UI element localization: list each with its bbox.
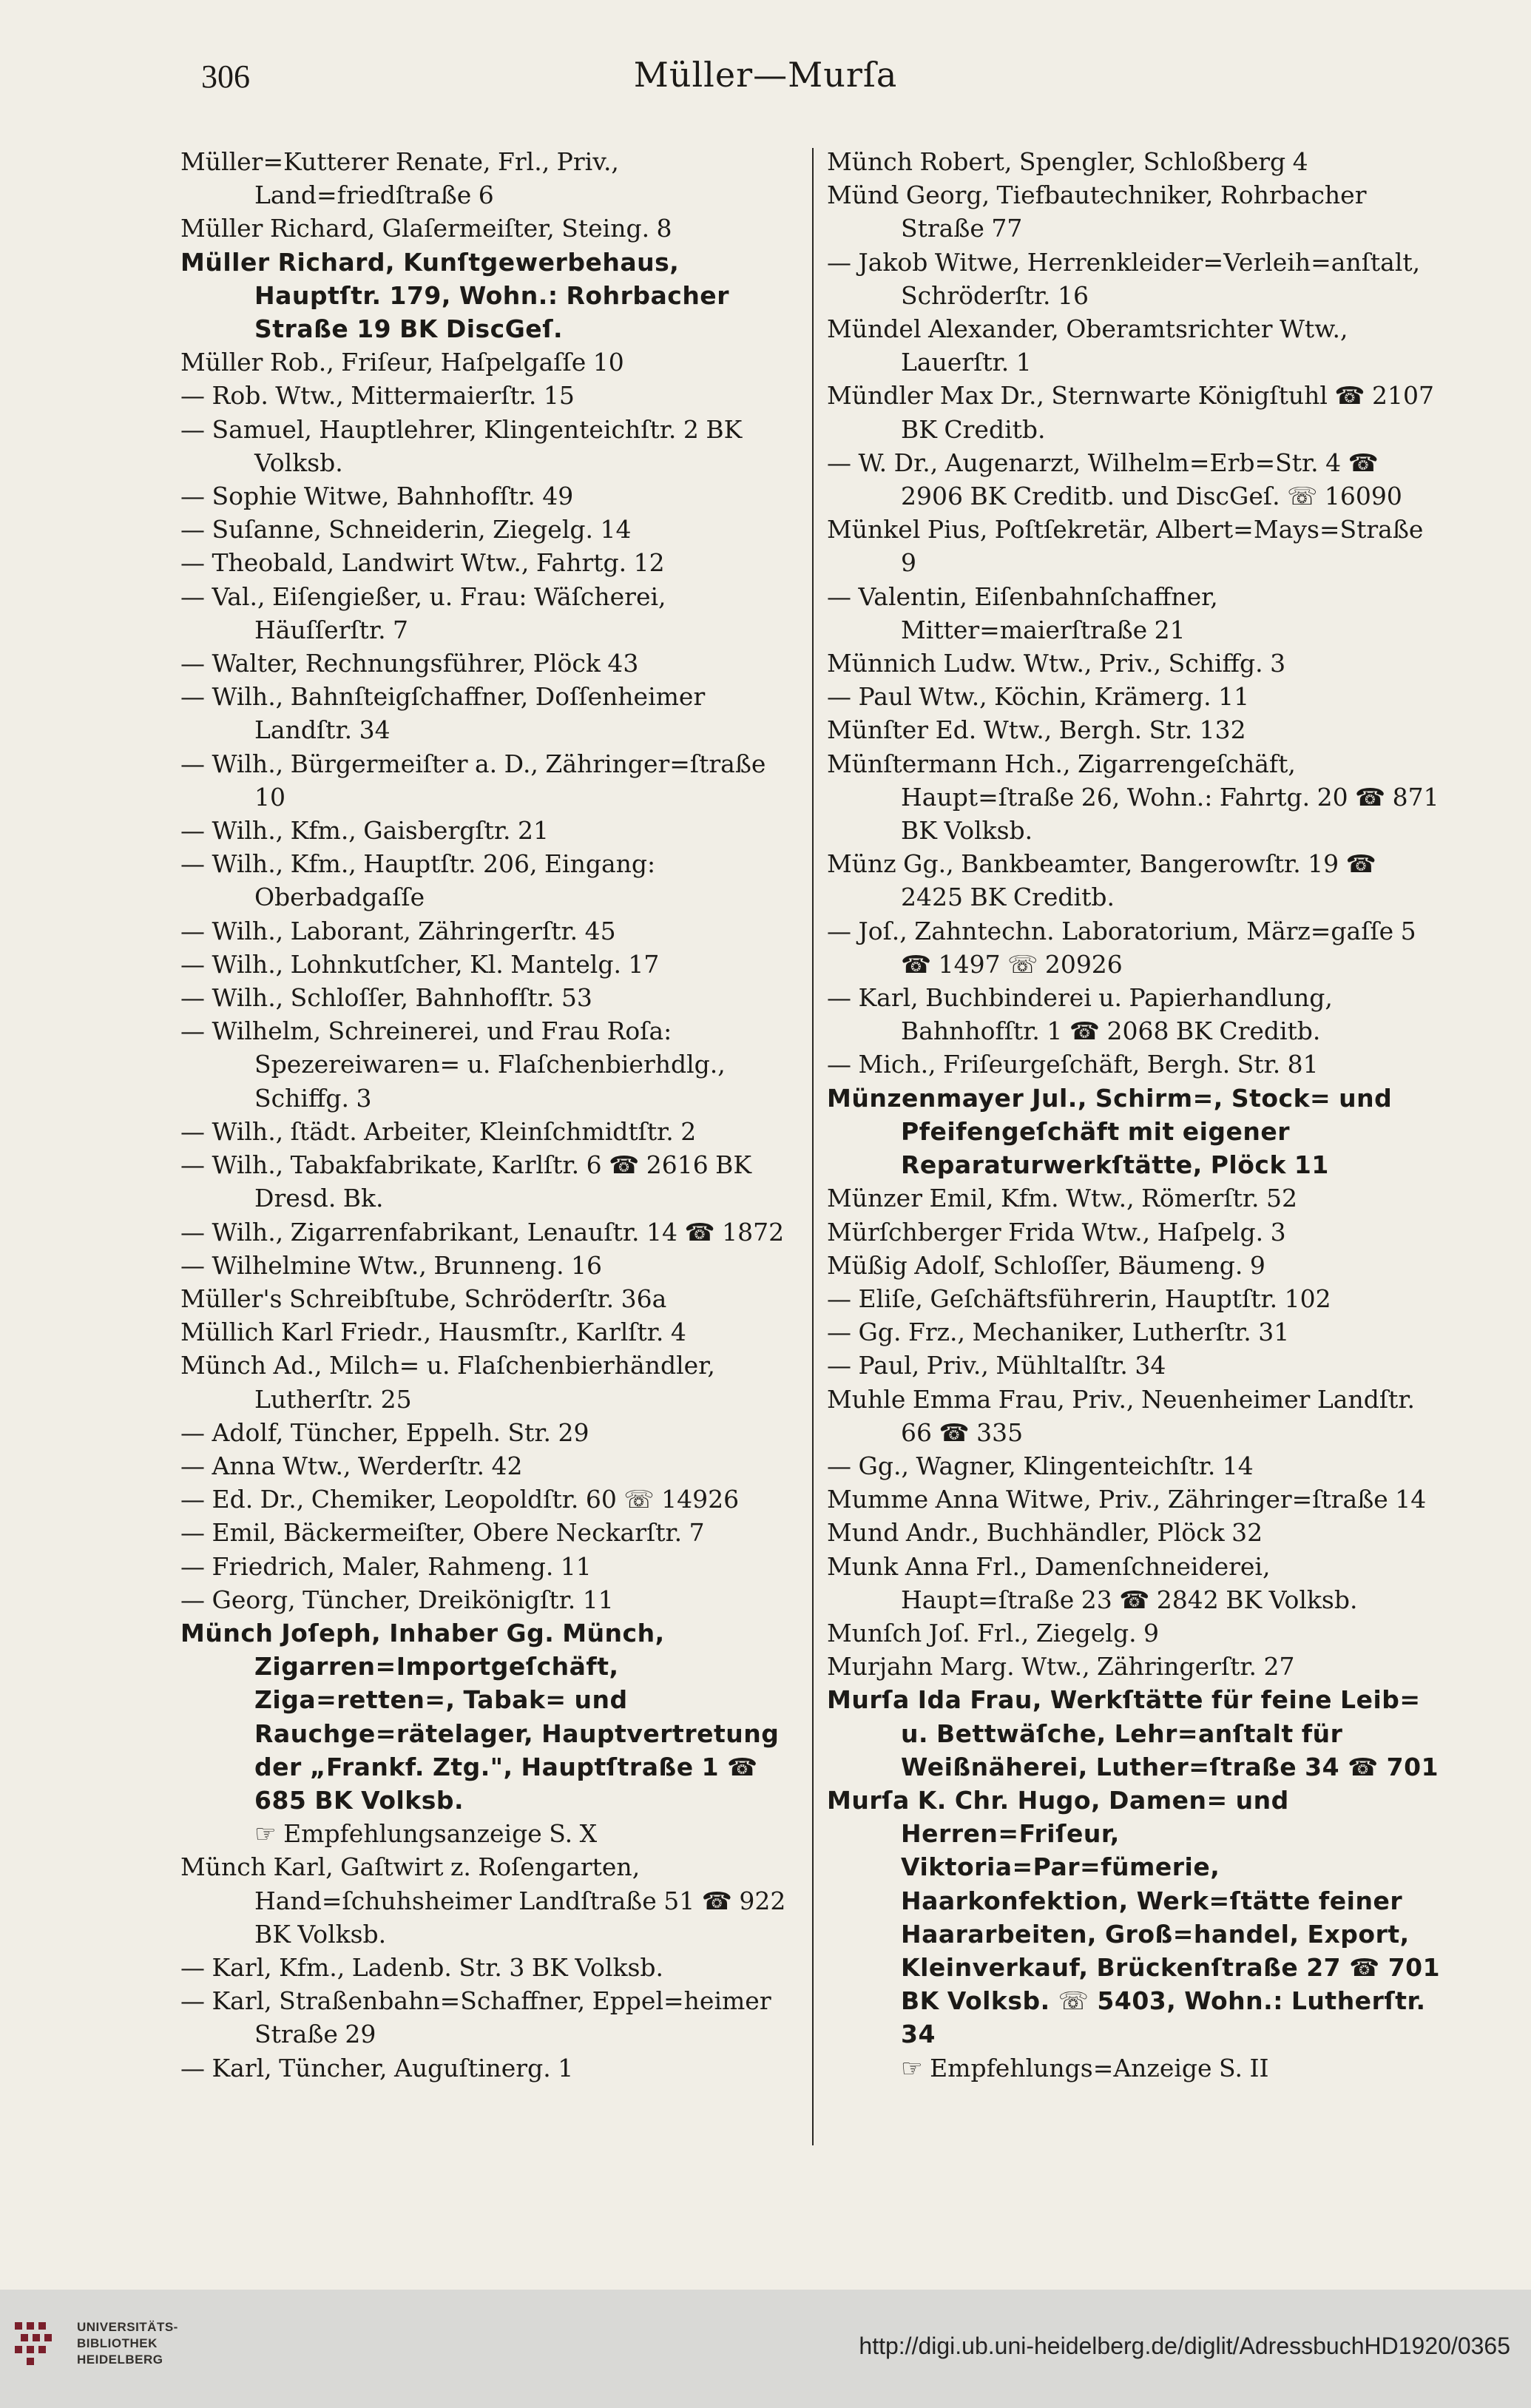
directory-entry: Münch Ad., Milch= u. Flaſchenbierhändler, Lutherſtr. 25 bbox=[180, 1351, 715, 1414]
directory-entry: — Mich., Friſeurgeſchäft, Bergh. Str. 81 bbox=[827, 1050, 1319, 1079]
directory-entry: — Sophie Witwe, Bahnhofſtr. 49 bbox=[180, 482, 574, 511]
directory-entry: — Samuel, Hauptlehrer, Klingenteichſtr. 2 BK Volksb. bbox=[180, 414, 743, 477]
directory-entry: Müßig Adolf, Schloſſer, Bäumeng. 9 bbox=[827, 1250, 1265, 1280]
directory-entry: — Valentin, Eiſenbahnſchaffner, Mitter=maierſtraße 21 bbox=[827, 581, 1218, 644]
directory-entry: — Wilh., Tabakfabrikate, Karlſtr. 6 ☎ 2616 BK Dresd. Bk. bbox=[180, 1150, 752, 1213]
library-logo-icon bbox=[10, 2318, 62, 2370]
directory-entry: — Wilhelmine Wtw., Brunneng. 16 bbox=[180, 1250, 603, 1280]
left-column bbox=[180, 145, 794, 2085]
directory-entry: Murſa Ida Frau, Werkſtätte für feine Leib= u. Bettwäſche, Lehr=anſtalt für Weißnäherei, Luther=ſtraße 34 ☎ 701 bbox=[827, 1685, 1439, 1781]
directory-entry: — Karl, Tüncher, Auguſtinerg. 1 bbox=[180, 2053, 574, 2082]
directory-entry: Münzenmayer Jul., Schirm=, Stock= und Pfeifengeſchäft mit eigener Reparaturwerkſtätte, Plöck 11 bbox=[827, 1083, 1393, 1180]
directory-entry: Murjahn Marg. Wtw., Zähringerſtr. 27 bbox=[827, 1652, 1295, 1682]
directory-entry: — Friedrich, Maler, Rahmeng. 11 bbox=[180, 1551, 592, 1581]
directory-entry: — Wilhelm, Schreinerei, und Frau Roſa: Spezereiwaren= u. Flaſchenbierhdlg., Schiffg. 3 bbox=[180, 1016, 726, 1113]
cross-reference-note: ☞ Empfehlungsanzeige S. X bbox=[254, 1819, 598, 1849]
directory-entry: — Wilh., Zigarrenfabrikant, Lenauſtr. 14 ☎ 1872 bbox=[180, 1217, 785, 1247]
directory-entry: Muhle Emma Frau, Priv., Neuenheimer Landſtr. 66 ☎ 335 bbox=[827, 1384, 1415, 1447]
directory-entry: — Jakob Witwe, Herrenkleider=Verleih=anſtalt, Schröderſtr. 16 bbox=[827, 247, 1421, 310]
directory-entry: — Wilh., Kfm., Gaisbergſtr. 21 bbox=[180, 816, 549, 846]
directory-entry: Münz Gg., Bankbeamter, Bangerowſtr. 19 ☎ 2425 BK Creditb. bbox=[827, 849, 1376, 912]
directory-entry: — Emil, Bäckermeiſter, Obere Neckarſtr. 7 bbox=[180, 1518, 705, 1548]
directory-entry: Münzer Emil, Kfm. Wtw., Römerſtr. 52 bbox=[827, 1184, 1297, 1213]
directory-entry: — Walter, Rechnungsführer, Plöck 43 bbox=[180, 649, 639, 678]
directory-entry: — Suſanne, Schneiderin, Ziegelg. 14 bbox=[180, 515, 632, 544]
library-name-line: HEIDELBERG bbox=[77, 2353, 163, 2367]
directory-entry: Münſtermann Hch., Zigarrengeſchäft, Haupt=ſtraße 26, Wohn.: Fahrtg. 20 ☎ 871 BK Volksb. bbox=[827, 749, 1439, 846]
directory-entry: — Karl, Buchbinderei u. Papierhandlung, Bahnhofſtr. 1 ☎ 2068 BK Creditb. bbox=[827, 983, 1333, 1046]
directory-entry: — Wilh., Schloſſer, Bahnhofſtr. 53 bbox=[180, 983, 592, 1013]
directory-entry: Münnich Ludw. Wtw., Priv., Schiffg. 3 bbox=[827, 649, 1286, 678]
library-name bbox=[77, 2319, 240, 2368]
page-header bbox=[0, 52, 1531, 111]
cross-reference-note: ☞ Empfehlungs=Anzeige S. II bbox=[901, 2053, 1269, 2082]
directory-entry: — Wilh., ſtädt. Arbeiter, Kleinſchmidtſtr. 2 bbox=[180, 1116, 697, 1146]
directory-entry: — Wilh., Bahnſteigſchaffner, Doſſenheimer Landſtr. 34 bbox=[180, 682, 706, 745]
directory-entry: Müller=Kutterer Renate, Frl., Priv., Land=friedſtraße 6 bbox=[180, 147, 619, 210]
directory-entry: — Wilh., Lohnkutſcher, Kl. Mantelg. 17 bbox=[180, 949, 660, 979]
directory-entry: — Wilh., Kfm., Hauptſtr. 206, Eingang: Oberbadgaſſe bbox=[180, 849, 656, 912]
right-column bbox=[827, 145, 1441, 2085]
directory-entry: — Adolf, Tüncher, Eppelh. Str. 29 bbox=[180, 1417, 589, 1447]
directory-entry: — Wilh., Laborant, Zähringerſtr. 45 bbox=[180, 916, 616, 945]
directory-entry: Müller Rob., Friſeur, Haſpelgaſſe 10 bbox=[180, 348, 624, 377]
directory-entry: — Paul Wtw., Köchin, Krämerg. 11 bbox=[827, 682, 1250, 712]
directory-entry: Mündler Max Dr., Sternwarte Königſtuhl ☎ 2107 BK Creditb. bbox=[827, 381, 1434, 444]
directory-entry: — Gg., Wagner, Klingenteichſtr. 14 bbox=[827, 1451, 1254, 1480]
directory-entry: — Karl, Kfm., Ladenb. Str. 3 BK Volksb. bbox=[180, 1952, 663, 1982]
directory-entry: — Ed. Dr., Chemiker, Leopoldſtr. 60 ☏ 14926 bbox=[180, 1485, 740, 1514]
directory-entry: Munſch Joſ. Frl., Ziegelg. 9 bbox=[827, 1618, 1160, 1648]
column-divider bbox=[812, 148, 814, 2145]
directory-entry: — Eliſe, Geſchäftsführerin, Hauptſtr. 102 bbox=[827, 1284, 1331, 1313]
directory-entry: — Wilh., Bürgermeiſter a. D., Zähringer=ſtraße 10 bbox=[180, 749, 766, 812]
directory-entry: — Anna Wtw., Werderſtr. 42 bbox=[180, 1451, 523, 1480]
directory-entry: Müller Richard, Kunſtgewerbehaus, Hauptſtr. 179, Wohn.: Rohrbacher Straße 19 BK DiscGeſ. bbox=[180, 247, 729, 344]
directory-entry: — Theobald, Landwirt Wtw., Fahrtg. 12 bbox=[180, 548, 665, 578]
directory-entry: Müllich Karl Friedr., Hausmſtr., Karlſtr. 4 bbox=[180, 1318, 686, 1347]
directory-entry: Mund Andr., Buchhändler, Plöck 32 bbox=[827, 1518, 1263, 1548]
directory-entry: Müller Richard, Glaſermeiſter, Steing. 8 bbox=[180, 214, 672, 243]
directory-entry: Münkel Pius, Poſtſekretär, Albert=Mays=Straße 9 bbox=[827, 515, 1424, 578]
directory-entry: Münch Joſeph, Inhaber Gg. Münch, Zigarren=Importgeſchäft, Ziga=retten=, Tabak= und Rauchge=rätelager, Hauptvertretung der „Frankf. Ztg.", Hauptſtraße 1 ☎ 685 BK Volksb. bbox=[180, 1618, 780, 1815]
library-name-line: BIBLIOTHEK bbox=[77, 2336, 158, 2350]
directory-entry: Mürſchberger Frida Wtw., Haſpelg. 3 bbox=[827, 1217, 1286, 1247]
directory-entry: — Joſ., Zahntechn. Laboratorium, März=gaſſe 5 ☎ 1497 ☏ 20926 bbox=[827, 916, 1416, 979]
directory-entry: Mumme Anna Witwe, Priv., Zähringer=ſtraße 14 bbox=[827, 1485, 1427, 1514]
footer-bar bbox=[0, 2290, 1531, 2408]
library-name-line: UNIVERSITÄTS- bbox=[77, 2320, 178, 2334]
directory-entry: Müller's Schreibſtube, Schröderſtr. 36a bbox=[180, 1284, 667, 1313]
directory-entry: Münch Robert, Spengler, Schloßberg 4 bbox=[827, 147, 1308, 176]
directory-entry: Münch Karl, Gaſtwirt z. Roſengarten, Hand=ſchuhsheimer Landſtraße 51 ☎ 922 BK Volksb. bbox=[180, 1852, 786, 1949]
directory-entry: Munk Anna Frl., Damenſchneiderei, Haupt=ſtraße 23 ☎ 2842 BK Volksb. bbox=[827, 1551, 1358, 1614]
directory-entry: — Gg. Frz., Mechaniker, Lutherſtr. 31 bbox=[827, 1318, 1290, 1347]
directory-entry: — Rob. Wtw., Mittermaierſtr. 15 bbox=[180, 381, 575, 411]
directory-entry: — Val., Eiſengießer, u. Frau: Wäſcherei, Häuſſerſtr. 7 bbox=[180, 581, 666, 644]
directory-entry: — W. Dr., Augenarzt, Wilhelm=Erb=Str. 4 ☎ 2906 BK Creditb. und DiscGeſ. ☏ 16090 bbox=[827, 448, 1402, 511]
page-number: 306 bbox=[201, 58, 250, 95]
source-url-link[interactable]: http://digi.ub.uni-heidelberg.de/diglit/AdressbuchHD1920/0365 bbox=[859, 2333, 1510, 2359]
directory-entry: — Paul, Priv., Mühltalſtr. 34 bbox=[827, 1351, 1166, 1380]
directory-entry: Münſter Ed. Wtw., Bergh. Str. 132 bbox=[827, 715, 1246, 745]
directory-entry: Mündel Alexander, Oberamtsrichter Wtw., Lauerſtr. 1 bbox=[827, 314, 1348, 377]
directory-entry: Murſa K. Chr. Hugo, Damen= und Herren=Friſeur, Viktoria=Par=fümerie, Haarkonfektion, Werk=ſtätte feiner Haararbeiten, Groß=handel, Export, Kleinverkauf, Brückenſtraße 27 ☎ 701 BK Volksb. ☏ 5403, Wohn.: Lutherſtr. 34 bbox=[827, 1785, 1441, 2049]
directory-entry: — Karl, Straßenbahn=Schaffner, Eppel=heimer Straße 29 bbox=[180, 1986, 771, 2049]
directory-entry: Münd Georg, Tiefbautechniker, Rohrbacher Straße 77 bbox=[827, 181, 1367, 243]
running-head: Müller—Murſa bbox=[633, 55, 898, 95]
directory-entry: — Georg, Tüncher, Dreikönigſtr. 11 bbox=[180, 1585, 614, 1614]
